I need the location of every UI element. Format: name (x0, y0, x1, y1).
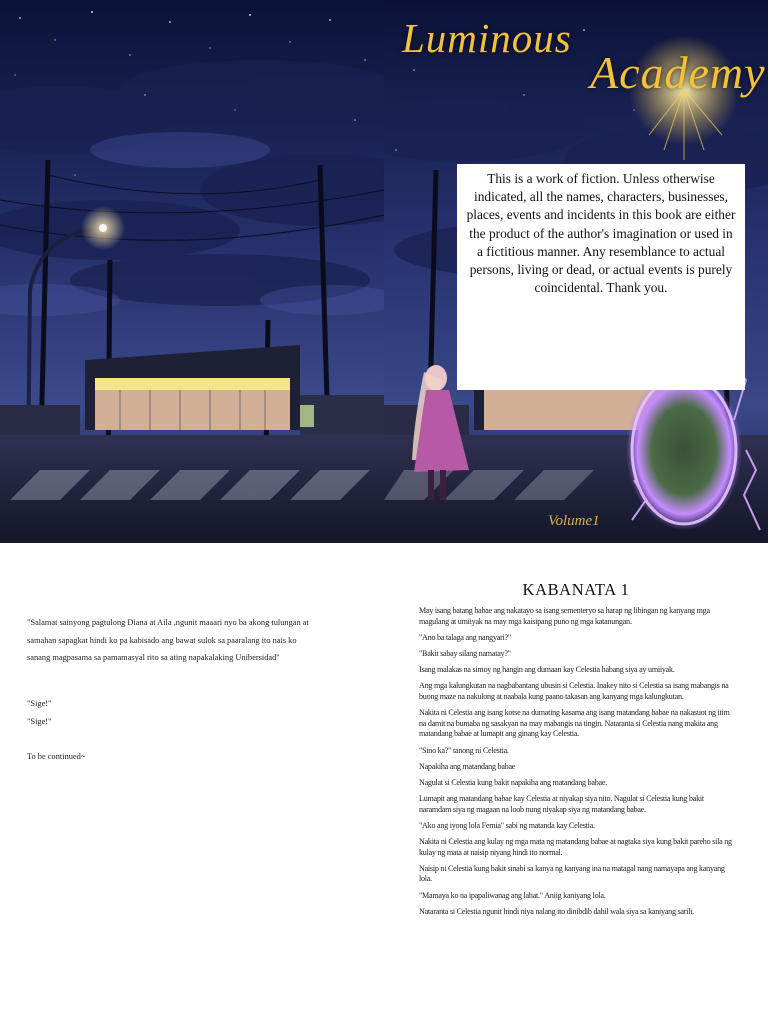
portal-illustration (626, 370, 742, 530)
cover-volume-label: Volume1 (548, 513, 600, 529)
paragraph: Nataranta si Celestia ngunit hindi niya nalang ito dinibdib dahil wala siya sa kaniyang sarili. (419, 906, 694, 916)
paragraph: May isang batang babae ang nakatayo sa isang sementeryo sa harap ng libingan ng kanyang mga magulang at umiiyak na may mga kaisipang puno ng mga katanungan. (419, 606, 710, 626)
paragraph: "Mamaya ko na ipapaliwanag ang lahat." Aniig kaniyang lola. (419, 890, 606, 900)
paragraph: Nagulat si Celestia kung bakit napakiha ang matandang babae. (419, 777, 607, 787)
chapter-title: KABANATA 1 (522, 580, 630, 599)
fiction-disclaimer (457, 164, 745, 390)
paragraph: "Sino ka?" tanong ni Celestia. (419, 745, 509, 755)
night-street-illustration (0, 0, 384, 543)
dialogue-reply-1: "Sige!" (27, 699, 52, 708)
dialogue-reply-2: "Sige!" (27, 717, 52, 726)
paragraph: Napakiha ang matandang babae (419, 761, 516, 771)
chapter-body (419, 606, 737, 923)
paragraph: Lumapit ang matandang babae kay Celestia at niyakap siya nito. Nagulat si Celestia kung bakit naramdam siya ng magaan na loob nung niyakap siya ng matandang babae. (419, 794, 704, 814)
dialogue-quote: "Salamat sainyong pagtulong Diana at Aila ,ngunit maaari nyo ba akong tulungan at samahan sapagkat hindi ko pa kabisado ang bawat sulok sa paaralang ito nais ko sanang magpasama sa pamamasyal rito sa ating napakalaking Unibersidad" (27, 618, 309, 663)
cover-left-artwork (0, 0, 384, 543)
cover-title-luminous: Luminous (402, 15, 572, 61)
to-be-continued: To be continued~ (27, 752, 86, 761)
right-text-page (384, 543, 768, 1024)
paragraph: "Ano ba talaga ang nangyari?" (419, 632, 511, 642)
paragraph: Nakita ni Celestia ang kulay ng mga mata ng matandang babae at nagtaka siya kung bakit pareho sila ng kulay ng mata at naisip niyang hindi ito normal. (419, 837, 732, 857)
paragraph: Naisip ni Celestia kung bakit sinabi sa kanya ng kanyang ina na matagal nang namayapa ang kanyang lola. (419, 863, 725, 884)
paragraph: "Bakit sabay silang namatay?" (419, 648, 511, 658)
paragraph: Nakita ni Celestia ang isang kotse na dumating kasama ang isang matandang babae na nakasuot ng itim na damit na bumaba ng sasakyan na may mabangis na tingin. Nataranta si Celestia nang makita ang matandang babae at lumapit ang ginang kay Celestia. (419, 708, 730, 739)
cover-title-academy: Academy (590, 47, 766, 98)
paragraph: Isang malakas na simoy ng hangin ang dumaan kay Celestia habang siya ay umiiyak. (419, 665, 675, 675)
paragraph: Ang mga kalungkutan na nagbabantang ubusin si Celestia. Inakey nito si Celestia sa isang mabangis na buong maze na nakulong at naabala kung paano takasan ang kanyang mga kalungkutan. (419, 681, 729, 701)
disclaimer-text: This is a work of fiction. Unless otherwise indicated, all the names, characters, businesses, places, events and incidents in this book are either the product of the author's imagination or used in a fictitious manner. Any resemblance to actual persons, living or dead, or actual events is purely coincidental. Thank you. (466, 171, 736, 296)
left-text-page (0, 543, 384, 1024)
paragraph: "Ako ang iyong lola Fernia" sabi ng matanda kay Celestia. (419, 820, 595, 830)
